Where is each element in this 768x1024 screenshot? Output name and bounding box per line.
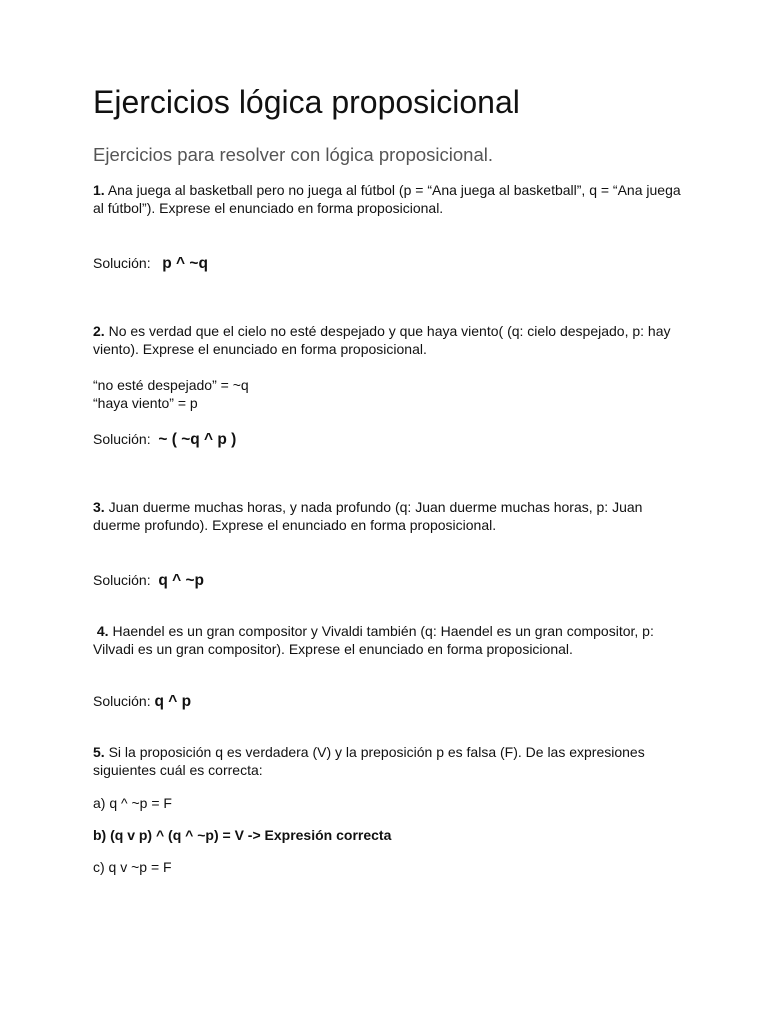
solution-expression: p ^ ~q: [162, 255, 208, 272]
exercise-5-option-c: c) q v ~p = F: [93, 859, 172, 875]
solution-label: Solución:: [93, 693, 151, 709]
exercise-text: Si la proposición q es verdadera (V) y la preposición p es falsa (F). De las expresiones siguientes cuál es correcta:: [93, 744, 645, 778]
exercise-3-statement: [93, 498, 683, 534]
exercise-2-note: “no esté despejado” = ~q: [93, 377, 249, 393]
exercise-5-option-b: b) (q v p) ^ (q ^ ~p) = V -> Expresión correcta: [93, 827, 392, 843]
solution-expression: q ^ ~p: [158, 572, 205, 589]
solution-label: Solución:: [93, 431, 151, 447]
exercise-text: No es verdad que el cielo no esté despejado y que haya viento( (q: cielo despejado, p: hay viento). Exprese el enunciado en forma proposicional.: [93, 323, 671, 357]
exercise-number: 2.: [93, 323, 105, 339]
exercise-4-solution: [93, 692, 191, 711]
exercise-number: 1.: [93, 182, 105, 198]
exercise-3-solution: [93, 571, 204, 590]
exercise-5-statement: [93, 743, 683, 779]
exercise-number: 5.: [93, 744, 105, 760]
exercise-5-option-a: a) q ^ ~p = F: [93, 795, 172, 811]
exercise-1-solution: [93, 254, 208, 273]
exercise-text: Ana juega al basketball pero no juega al fútbol (p = “Ana juega al basketball”, q = “Ana juega al fútbol”). Exprese el enunciado en forma proposicional.: [93, 182, 681, 216]
exercise-2-statement: [93, 322, 683, 358]
page-title: Ejercicios lógica proposicional: [93, 84, 520, 120]
exercise-number: 4.: [96, 623, 109, 639]
solution-expression: ~ ( ~q ^ p ): [158, 431, 237, 448]
solution-label: Solución:: [93, 255, 151, 271]
exercise-text: Juan duerme muchas horas, y nada profundo (q: Juan duerme muchas horas, p: Juan duerme profundo). Exprese el enunciado en forma proposicional.: [93, 499, 643, 533]
exercise-2-solution: [93, 430, 236, 449]
exercise-4-statement: [93, 622, 683, 658]
solution-label: Solución:: [93, 572, 151, 588]
exercise-1-statement: [93, 181, 683, 217]
page-subtitle: Ejercicios para resolver con lógica proposicional.: [93, 144, 493, 165]
exercise-number: 3.: [93, 499, 105, 515]
exercise-text: Haendel es un gran compositor y Vivaldi también (q: Haendel es un gran compositor, p: Vilvadi es un gran compositor). Exprese el enunciado en forma proposicional.: [93, 623, 654, 657]
solution-expression: q ^ p: [154, 693, 192, 710]
exercise-2-note: “haya viento” = p: [93, 395, 198, 411]
